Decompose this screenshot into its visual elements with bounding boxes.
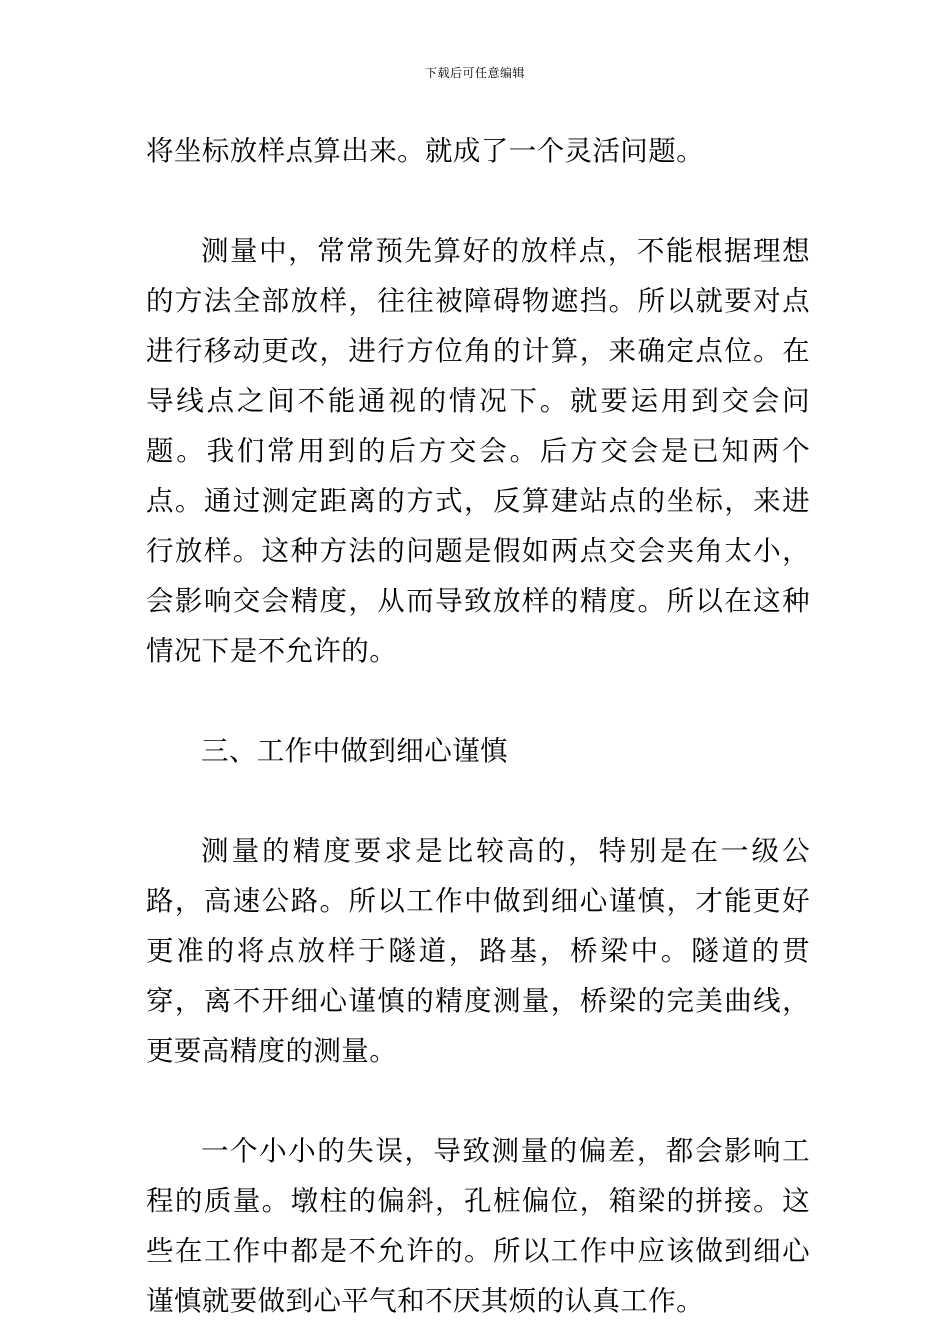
paragraph-mistakes: 一个小小的失误，导致测量的偏差，都会影响工程的质量。墩柱的偏斜，孔桩偏位，箱梁的拼接。这些在工作中都是不允许的。所以工作中应该做到细心谨慎就要做到心平气和不厌其烦的认真工作。 [146, 1135, 810, 1317]
page-header-note: 下载后可任意编辑 [424, 66, 525, 80]
section-heading-3: 三、工作中做到细心谨慎 [201, 735, 508, 767]
paragraph-precision: 测量的精度要求是比较高的，特别是在一级公路，高速公路。所以工作中做到细心谨慎，才能更好更准的将点放样于隧道，路基，桥梁中。隧道的贯穿，离不开细心谨慎的精度测量，桥梁的完美曲线，更要高精度的测量。 [146, 835, 810, 1067]
document-body [146, 126, 810, 1326]
paragraph-continuation: 将坐标放样点算出来。就成了一个灵活问题。 [146, 135, 704, 167]
paragraph-resection: 测量中，常常预先算好的放样点，不能根据理想的方法全部放样，往往被障碍物遮挡。所以就要对点进行移动更改，进行方位角的计算，来确定点位。在导线点之间不能通视的情况下。就要运用到交会问题。我们常用到的后方交会。后方交会是已知两个点。通过测定距离的方式，反算建站点的坐标，来进行放样。这种方法的问题是假如两点交会夹角太小，会影响交会精度，从而导致放样的精度。所以在这种情况下是不允许的。 [146, 235, 810, 667]
